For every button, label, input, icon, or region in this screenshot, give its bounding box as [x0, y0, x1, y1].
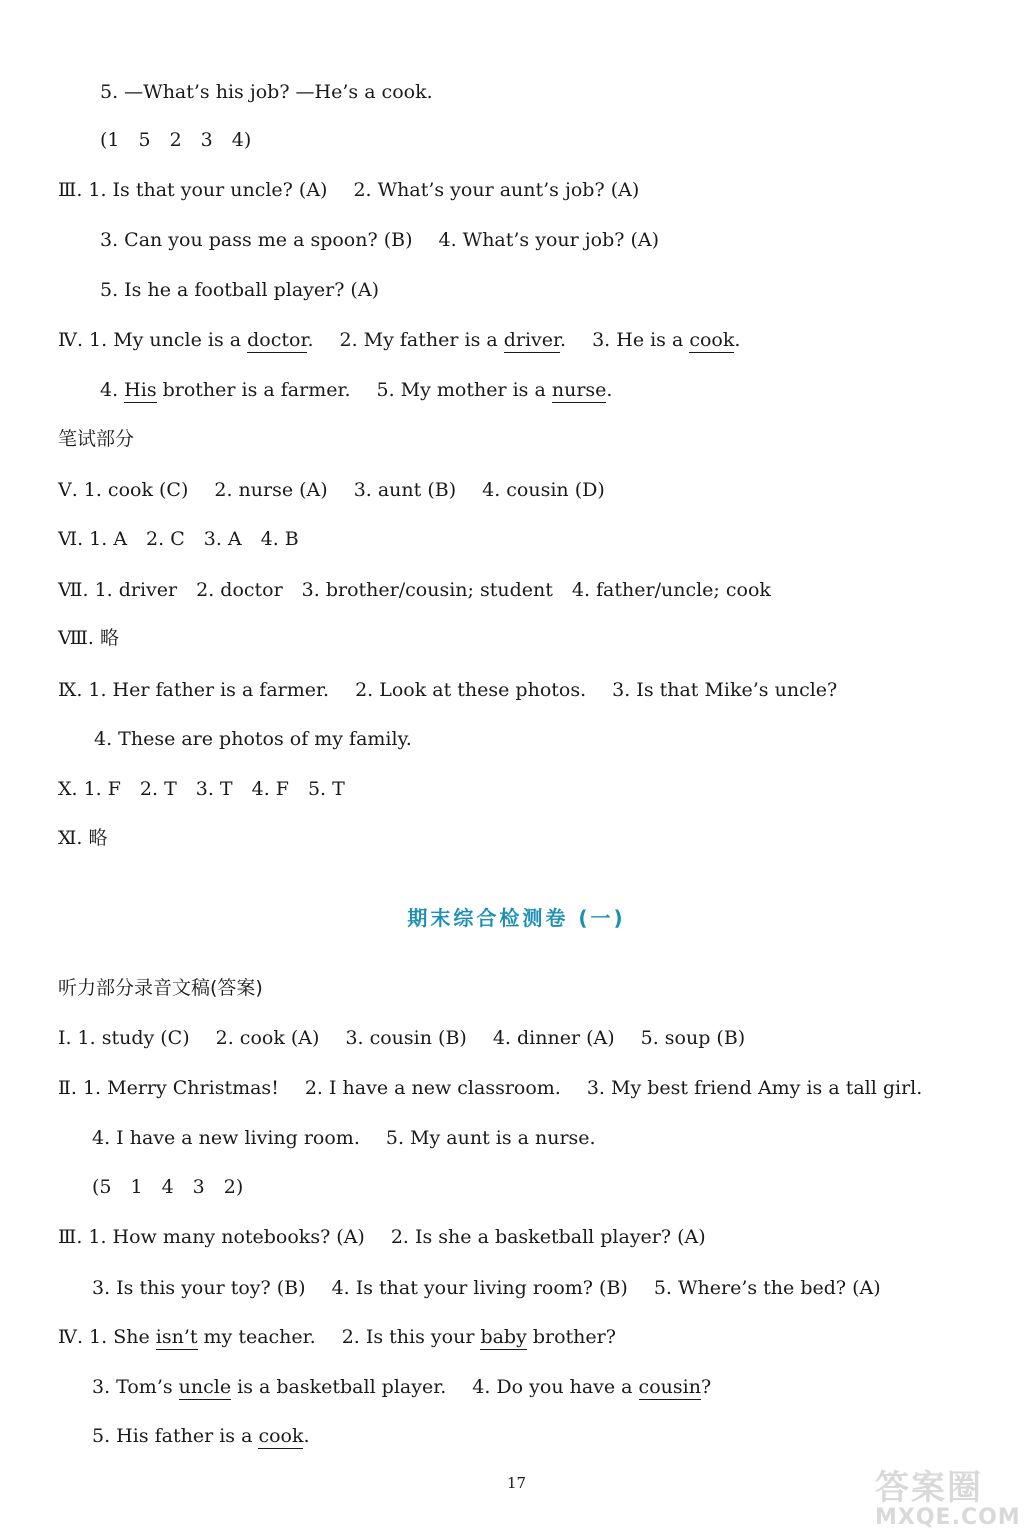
section-8: Ⅷ. 略 — [58, 627, 119, 649]
section-9-row-1: Ⅸ. 1. Her father is a farmer. 2. Look at these photos. 3. Is that Mike’s uncle? — [58, 679, 838, 701]
written-heading: 笔试部分 — [58, 428, 135, 450]
section-10: Ⅹ. 1. F 2. T 3. T 4. F 5. T — [58, 778, 345, 800]
order-answer: (1 5 2 3 4) — [100, 129, 252, 151]
section-9-row-2: 4. These are photos of my family. — [94, 728, 412, 750]
exam-section-4-row-1: Ⅳ. 1. She isn’t my teacher. 2. Is this your baby brother? — [58, 1326, 616, 1348]
section-4-row-2: 4. His brother is a farmer. 5. My mother is a nurse. — [100, 379, 613, 401]
section-6: Ⅵ. 1. A 2. C 3. A 4. B — [58, 528, 299, 550]
exam-section-2-order: (5 1 4 3 2) — [92, 1176, 244, 1198]
exam-section-3-row-2: 3. Is this your toy? (B) 4. Is that your living room? (B) 5. Where’s the bed? (A) — [92, 1277, 881, 1299]
section-5: Ⅴ. 1. cook (C) 2. nurse (A) 3. aunt (B) 4. cousin (D) — [58, 479, 605, 501]
listening-heading: 听力部分录音文稿(答案) — [58, 977, 263, 999]
watermark-logo — [875, 1460, 1025, 1530]
section-4-row-1: Ⅳ. 1. My uncle is a doctor. 2. My father is a driver. 3. He is a cook. — [58, 329, 741, 351]
exam-section-2-row-1: Ⅱ. 1. Merry Christmas! 2. I have a new classroom. 3. My best friend Amy is a tall girl. — [58, 1077, 923, 1099]
exam-section-4-row-2: 3. Tom’s uncle is a basketball player. 4. Do you have a cousin? — [92, 1376, 712, 1398]
exam-title: 期末综合检测卷 (一) — [407, 906, 626, 930]
watermark-line-1: 答案圈 — [875, 1468, 983, 1508]
section-3-row-3: 5. Is he a football player? (A) — [100, 279, 379, 301]
exam-section-1: Ⅰ. 1. study (C) 2. cook (A) 3. cousin (B) 4. dinner (A) 5. soup (B) — [58, 1027, 746, 1049]
section-11: Ⅺ. 略 — [58, 827, 108, 849]
exam-section-4-row-3: 5. His father is a cook. — [92, 1425, 310, 1447]
exam-section-3-row-1: Ⅲ. 1. How many notebooks? (A) 2. Is she a basketball player? (A) — [58, 1226, 706, 1248]
section-7: Ⅶ. 1. driver 2. doctor 3. brother/cousin; student 4. father/uncle; cook — [58, 579, 771, 601]
page-number: 17 — [506, 1474, 527, 1492]
section-3-row-2: 3. Can you pass me a spoon? (B) 4. What’s your job? (A) — [100, 229, 660, 251]
watermark-line-2: MXQE.COM — [875, 1505, 1021, 1530]
section-3-row-1: Ⅲ. 1. Is that your uncle? (A) 2. What’s your aunt’s job? (A) — [58, 179, 640, 201]
item-5: 5. —What’s his job? —He’s a cook. — [100, 81, 433, 103]
exam-section-2-row-2: 4. I have a new living room. 5. My aunt is a nurse. — [92, 1127, 596, 1149]
